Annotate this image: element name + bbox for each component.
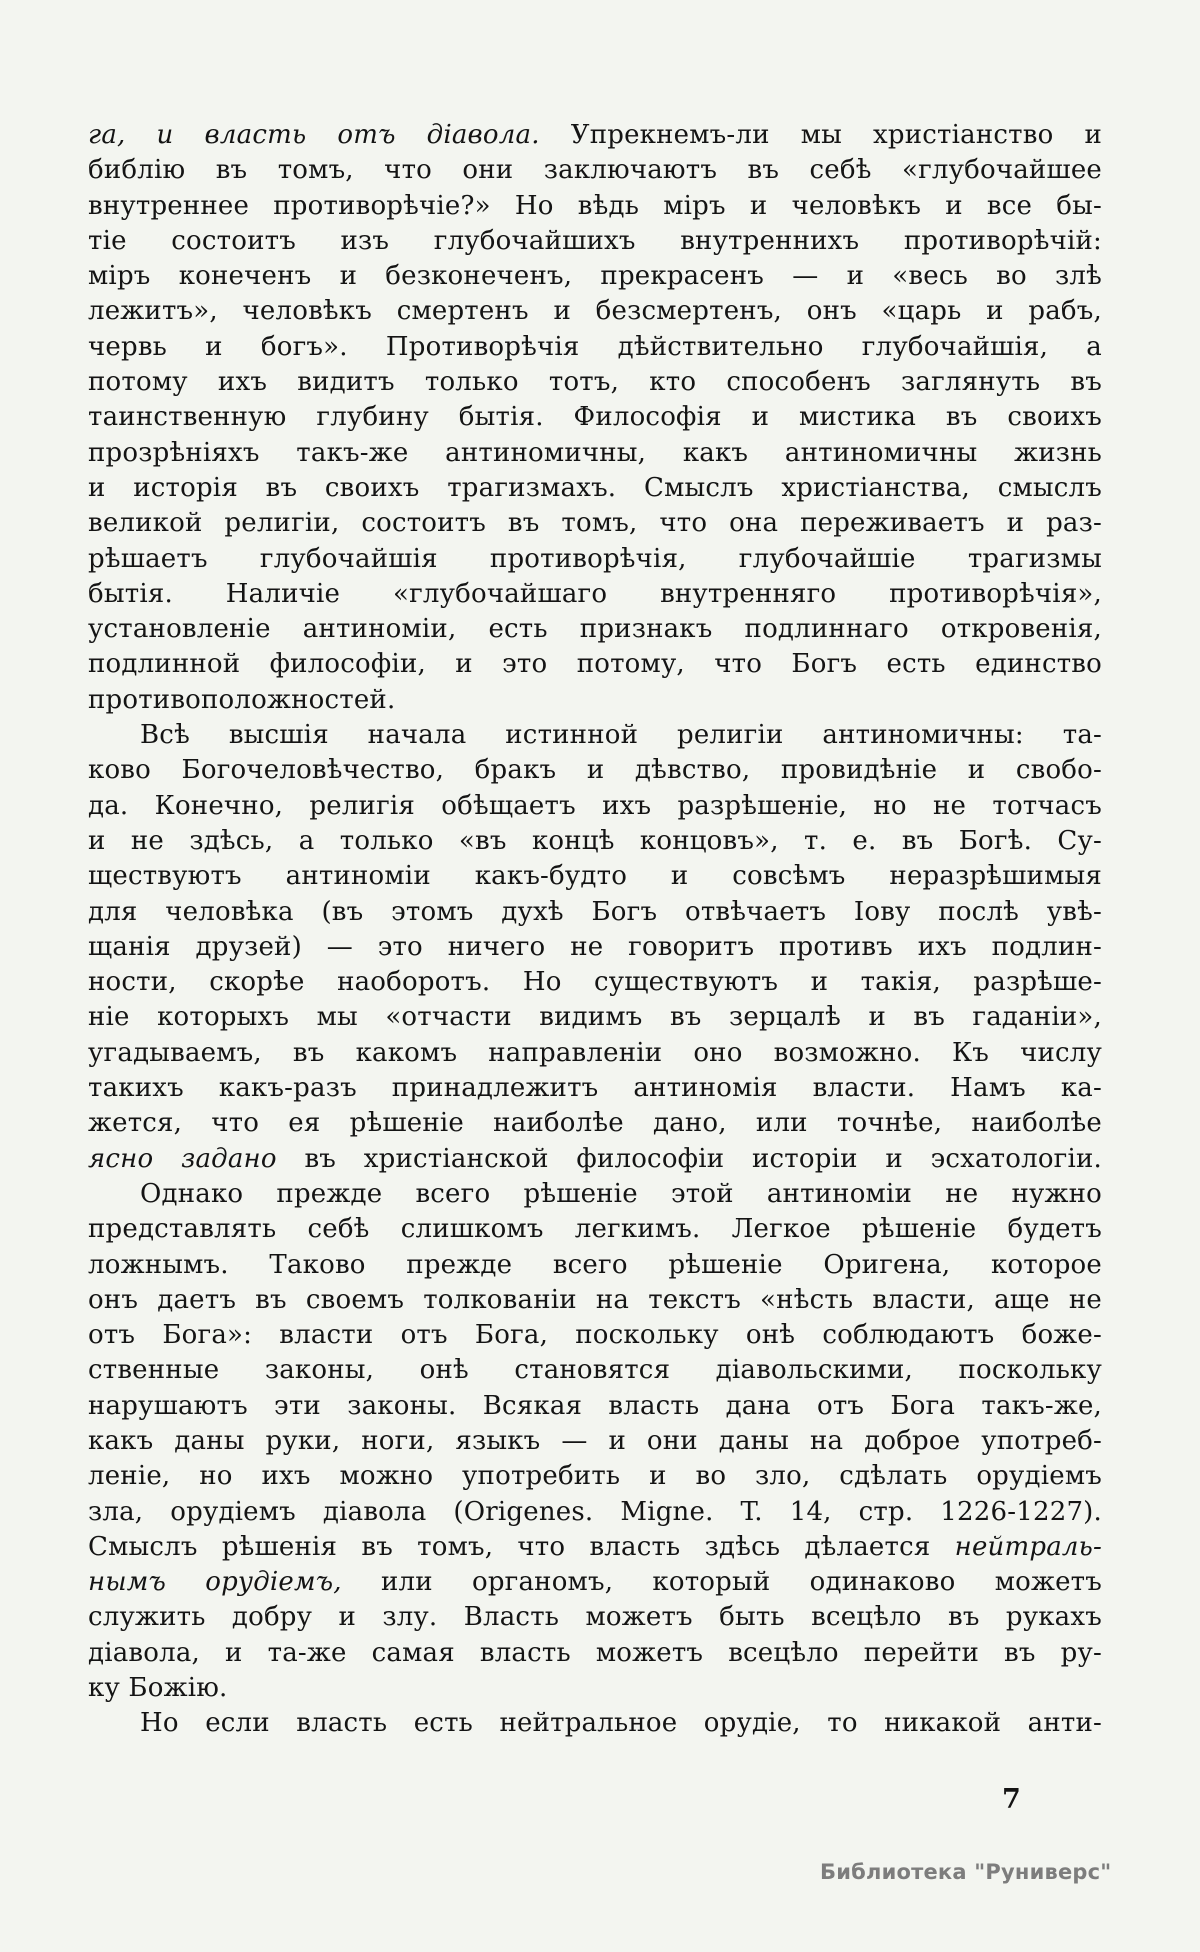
text-line [88,1248,1102,1283]
text-segment: ку Божію. [88,1673,228,1704]
text-segment: червь и богъ». Противорѣчія дѣйствительно глубочайшія, а [88,331,1102,362]
text-segment: и не здѣсь, а только «въ концѣ концовъ», т. е. въ Богѣ. Су- [88,825,1102,856]
text-line [88,1142,1102,1177]
text-segment: и исторія въ своихъ трагизмахъ. Смыслъ христіанства, смыслъ [88,472,1102,503]
text-segment: ности, скорѣе наоборотъ. Но существуютъ и такія, разрѣше- [88,967,1102,998]
page-text [88,118,1102,1742]
text-line [88,259,1102,294]
text-segment: Но если власть есть нейтральное орудіе, то никакой анти- [140,1708,1102,1739]
text-segment: нарушаютъ эти законы. Всякая власть дана отъ Бога такъ-же, [88,1390,1102,1421]
text-segment: въ христіанской философіи исторіи и эсхатологіи. [276,1143,1103,1174]
text-line [88,294,1102,329]
text-line [88,965,1102,1000]
text-line [88,189,1102,224]
text-segment: леніе, но ихъ можно употребить и во зло, сдѣлать орудіемъ [88,1461,1102,1492]
text-segment: для человѣка (въ этомъ духѣ Богъ отвѣчаетъ Іову послѣ увѣ- [88,896,1102,927]
text-line [88,1071,1102,1106]
text-line [88,824,1102,859]
text-segment: онъ даетъ въ своемъ толкованіи на текстъ «нѣсть власти, аще не [88,1284,1102,1315]
text-line [88,118,1102,153]
text-segment: Однако прежде всего рѣшеніе этой антиноміи не нужно [140,1178,1102,1209]
text-segment: служить добру и злу. Власть можетъ быть всецѣло въ рукахъ [88,1602,1102,1633]
italic-text-segment: га, и власть отъ діавола. [88,120,540,150]
text-segment: ково Богочеловѣчество, бракъ и дѣвство, провидѣніе и свобо- [88,755,1102,786]
text-segment: или органомъ, который одинаково можетъ [341,1567,1102,1598]
text-line [88,542,1102,577]
text-segment: жется, что ея рѣшеніе наиболѣе дано, или точнѣе, наиболѣе [88,1108,1102,1139]
text-line [88,859,1102,894]
text-segment: внутреннее противорѣчіе?» Но вѣдь міръ и человѣкъ и все бы- [88,190,1102,221]
text-line [88,1706,1102,1741]
text-segment: такихъ какъ-разъ принадлежитъ антиномія власти. Намъ ка- [88,1073,1102,1104]
text-segment: прозрѣніяхъ такъ-же антиномичны, какъ антиномичны жизнь [88,437,1102,468]
text-segment: великой религіи, состоитъ въ томъ, что она переживаетъ и раз- [88,508,1102,539]
text-segment: рѣшаетъ глубочайшія противорѣчія, глубочайшіе трагизмы [88,543,1102,574]
text-segment: міръ конеченъ и безконеченъ, прекрасенъ — и «весь во злѣ [88,261,1102,292]
text-segment: ніе которыхъ мы «отчасти видимъ въ зерцалѣ и въ гаданіи», [88,1002,1102,1033]
watermark: Библиотека "Руниверс" [820,1860,1112,1884]
text-line [88,1389,1102,1424]
text-segment: зла, орудіемъ діавола (Origenes. Migne. T. 14, стр. 1226-1227). [88,1496,1102,1527]
text-line [88,930,1102,965]
text-segment: отъ Бога»: власти отъ Бога, поскольку онѣ соблюдаютъ боже- [88,1320,1102,1351]
text-segment: потому ихъ видитъ только тотъ, кто способенъ заглянуть въ [88,367,1102,398]
text-line [88,330,1102,365]
text-segment: Всѣ высшія начала истинной религіи антиномичны: та- [140,720,1102,751]
text-segment: представлять себѣ слишкомъ легкимъ. Легкое рѣшеніе будетъ [88,1214,1102,1245]
text-line [88,895,1102,930]
text-line [88,153,1102,188]
page-number: 7 [1002,1784,1021,1815]
text-line [88,1459,1102,1494]
text-line [88,1177,1102,1212]
text-line [88,683,1102,718]
text-segment: щанія друзей) — это ничего не говоритъ противъ ихъ подлин- [88,931,1102,962]
text-line [88,1212,1102,1247]
text-line [88,1036,1102,1071]
text-line [88,224,1102,259]
text-line [88,1353,1102,1388]
text-line [88,1636,1102,1671]
text-segment: библію въ томъ, что они заключаютъ въ себѣ «глубочайшее [88,155,1102,186]
text-segment: установленіе антиноміи, есть признакъ подлиннаго откровенія, [88,614,1102,645]
text-line [88,1565,1102,1600]
text-line [88,1424,1102,1459]
text-segment: Упрекнемъ-ли мы христіанство и [539,120,1103,150]
text-line [88,647,1102,682]
text-segment: подлинной философіи, и это потому, что Богъ есть единство [88,649,1102,680]
text-line [88,753,1102,788]
text-segment: діавола, и та-же самая власть можетъ всецѣло перейти въ ру- [88,1637,1102,1668]
text-line [88,365,1102,400]
text-line [88,1600,1102,1635]
text-segment: ственные законы, онѣ становятся діавольскими, поскольку [88,1355,1102,1386]
text-segment: тіе состоитъ изъ глубочайшихъ внутреннихъ противорѣчій: [88,225,1102,256]
italic-text-segment: ясно задано [88,1143,277,1174]
text-segment: лежитъ», человѣкъ смертенъ и безсмертенъ, онъ «царь и рабъ, [88,296,1102,327]
text-line [88,400,1102,435]
text-segment: ществуютъ антиноміи какъ-будто и совсѣмъ неразрѣшимыя [88,861,1102,892]
text-segment: да. Конечно, религія обѣщаетъ ихъ разрѣшеніе, но не тотчасъ [88,790,1102,821]
text-segment: ложнымъ. Таково прежде всего рѣшеніе Оригена, которое [88,1249,1102,1280]
text-line [88,612,1102,647]
text-line [88,506,1102,541]
text-line [88,718,1102,753]
text-line [88,1671,1102,1706]
text-line [88,1000,1102,1035]
text-segment: бытія. Наличіе «глубочайшаго внутренняго противорѣчія», [88,578,1102,609]
text-segment: противоположностей. [88,684,396,715]
text-line [88,789,1102,824]
text-line [88,1318,1102,1353]
text-segment: Смыслъ рѣшенія въ томъ, что власть здѣсь дѣлается [88,1531,955,1562]
text-line [88,1283,1102,1318]
text-line [88,471,1102,506]
italic-text-segment: нымъ орудіемъ, [88,1567,342,1598]
text-line [88,1495,1102,1530]
text-segment: таинственную глубину бытія. Философія и мистика въ своихъ [88,402,1102,433]
italic-text-segment: нейтраль- [954,1531,1102,1562]
text-line [88,577,1102,612]
text-line [88,436,1102,471]
text-line [88,1106,1102,1141]
text-line [88,1530,1102,1565]
text-segment: какъ даны руки, ноги, языкъ — и они даны на доброе употреб- [88,1425,1102,1456]
text-segment: угадываемъ, въ какомъ направленіи оно возможно. Къ числу [88,1037,1102,1068]
